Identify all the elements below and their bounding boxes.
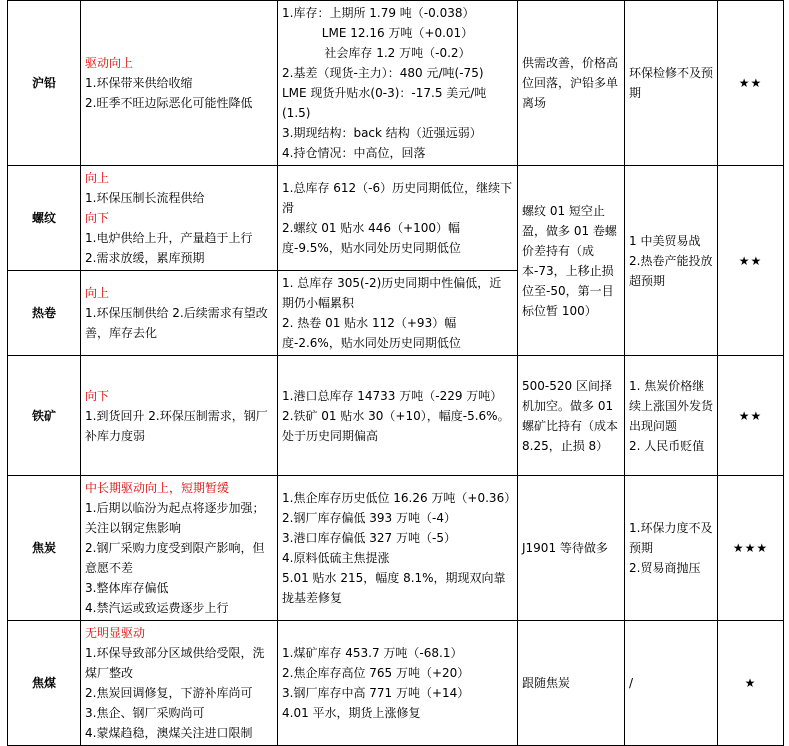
rating-stars: ★ xyxy=(718,621,784,746)
fundamentals-cell: 1.总库存 612（-6）历史同期低位，继续下滑 2.螺纹 01 贴水 446（+100）幅度-9.5%，贴水同处历史同期低位 xyxy=(278,166,518,271)
strategy-cell: J1901 等待做多 xyxy=(518,476,625,621)
driver-cell: 无明显驱动 1.环保导致部分区域供给受限，洗煤厂整改 2.焦炭回调修复，下游补库尚可 3.焦企、钢厂采购尚可 4.蒙煤趋稳，澳煤关注进口限制 xyxy=(81,621,278,746)
row-rebar xyxy=(8,166,784,271)
driver-cell: 驱动向上 1.环保带来供给收缩 2.旺季不旺边际恶化可能性降低 xyxy=(81,1,278,166)
strategy-cell: 供需改善，价格高位回落，沪铅多单离场 xyxy=(518,1,625,166)
risk-cell: / xyxy=(625,621,718,746)
driver-cell: 中长期驱动向上，短期暂缓 1.后期以临汾为起点将逐步加强；关注以钢定焦影响 2.钢厂采购力度受到限产影响，但意愿不差 3.整体库存偏低 4.禁汽运或致运费逐步上行 xyxy=(81,476,278,621)
driver-cell: 向上 1.环保压制供给 2.后续需求有望改善，库存去化 xyxy=(81,271,278,356)
risk-cell: 1.环保力度不及预期 2.贸易商抛压 xyxy=(625,476,718,621)
fundamentals-cell: 1. 总库存 305(-2)历史同期中性偏低，近期仍小幅累积 2. 热卷 01 贴水 112（+93）幅度-2.6%，贴水同处历史同期低位 xyxy=(278,271,518,356)
driver-direction: 驱动向上 xyxy=(85,56,134,70)
rating-stars: ★★★ xyxy=(718,476,784,621)
row-iron-ore xyxy=(8,356,784,476)
commodity-strategy-table xyxy=(7,0,784,746)
commodity-name: 铁矿 xyxy=(8,356,81,476)
commodity-name: 焦炭 xyxy=(8,476,81,621)
fundamentals-cell: 1.港口总库存 14733 万吨（-229 万吨） 2.铁矿 01 贴水 30（+10），幅度-5.6%。处于历史同期偏高 xyxy=(278,356,518,476)
risk-cell-shared: 1 中美贸易战 2.热卷产能投放超预期 xyxy=(625,166,718,356)
risk-cell: 1. 焦炭价格继续上涨国外发货出现问题 2. 人民币贬值 xyxy=(625,356,718,476)
commodity-name: 沪铅 xyxy=(8,1,81,166)
commodity-name: 焦煤 xyxy=(8,621,81,746)
fundamentals-cell: 1.焦企库存历史低位 16.26 万吨（+0.36） 2.钢厂库存偏低 393 万吨（-4） 3.港口库存偏低 327 万吨（-5） 4.原料低硫主焦提涨 5.01 贴水 215，幅度 8.1%，期现双向靠拢基差修复 xyxy=(278,476,518,621)
row-lead xyxy=(8,1,784,166)
risk-cell: 环保检修不及预期 xyxy=(625,1,718,166)
driver-cell: 向下 1.到货回升 2.环保压制需求，钢厂补库力度弱 xyxy=(81,356,278,476)
rating-stars: ★★ xyxy=(718,1,784,166)
driver-cell: 向上 1.环保压制长流程供给 向下 1.电炉供给上升，产量趋于上行 2.需求放缓，累库预期 xyxy=(81,166,278,271)
strategy-cell-shared: 螺纹 01 短空止盈，做多 01 卷螺价差持有（成本-73，上移止损位至-50，第一目标位暂 100） xyxy=(518,166,625,356)
fundamentals-cell: 1.库存：上期所 1.79 吨（-0.038） LME 12.16 万吨（+0.01） 社会库存 1.2 万吨（-0.2） 2.基差（现货-主力）：480 元/吨(-75) LME 现货升贴水(0-3)：-17.5 美元/吨(1.5) 3.期现结构：back 结构（近强远弱） 4.持仓情况：中高位，回落 xyxy=(278,1,518,166)
row-coking-coal xyxy=(8,621,784,746)
fundamentals-cell: 1.煤矿库存 453.7 万吨（-68.1） 2.焦企库存高位 765 万吨（+20） 3.钢厂库存中高 771 万吨（+14） 4.01 平水，期货上涨修复 xyxy=(278,621,518,746)
row-coke xyxy=(8,476,784,621)
commodity-name: 热卷 xyxy=(8,271,81,356)
strategy-cell: 跟随焦炭 xyxy=(518,621,625,746)
rating-stars: ★★ xyxy=(718,356,784,476)
strategy-cell: 500-520 区间择机加空。做多 01 螺矿比持有（成本 8.25，止损 8） xyxy=(518,356,625,476)
commodity-name: 螺纹 xyxy=(8,166,81,271)
rating-stars: ★★ xyxy=(718,166,784,356)
